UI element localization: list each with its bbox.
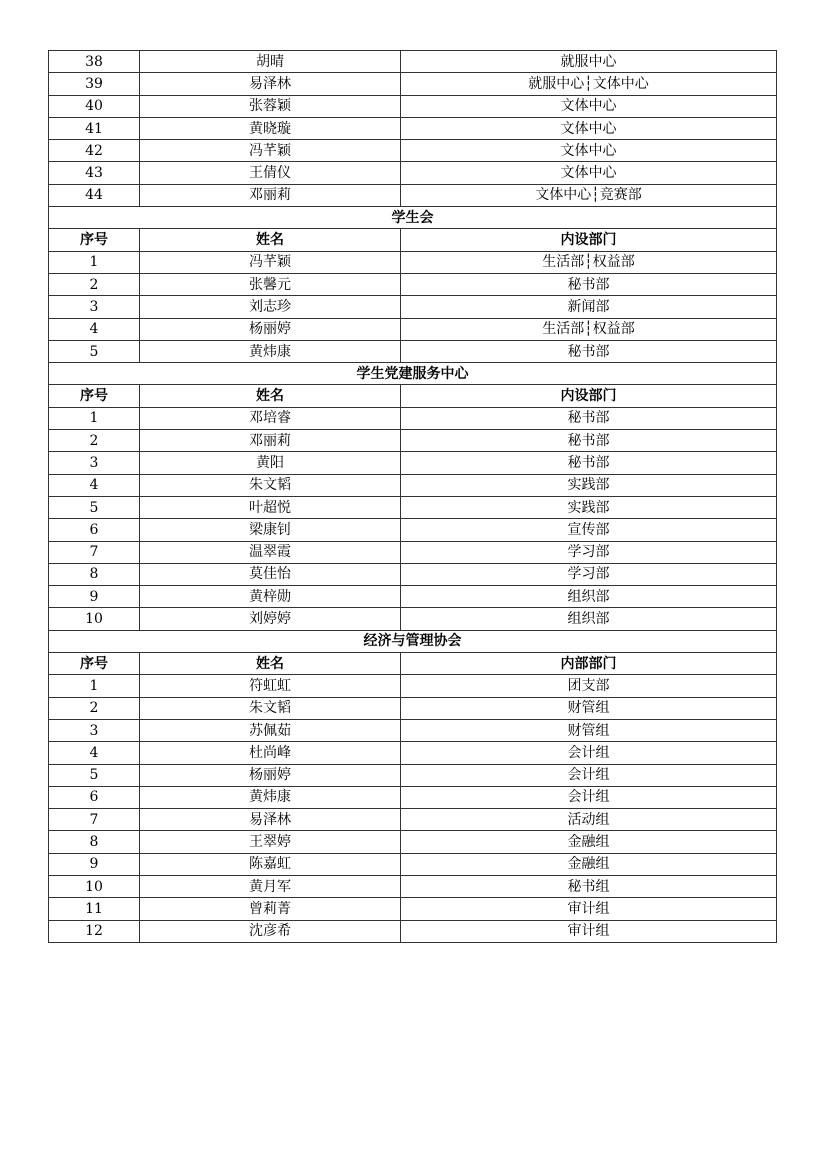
table-row	[49, 786, 777, 808]
table-row	[49, 875, 777, 897]
cell-name: 刘志珍	[140, 296, 401, 318]
cell-name: 沈彦希	[140, 920, 401, 942]
cell-name: 王翠婷	[140, 831, 401, 853]
cell-number: 38	[49, 51, 140, 73]
section-title: 学生会	[49, 207, 777, 229]
cell-number: 8	[49, 563, 140, 585]
cell-name: 黄炜康	[140, 340, 401, 362]
cell-name: 易泽林	[140, 73, 401, 95]
cell-number: 5	[49, 340, 140, 362]
cell-department: 实践部	[401, 474, 777, 496]
cell-department: 文体中心┆竞赛部	[401, 184, 777, 206]
cell-number: 39	[49, 73, 140, 95]
table-row	[49, 51, 777, 73]
cell-number: 7	[49, 541, 140, 563]
cell-department: 秘书组	[401, 875, 777, 897]
cell-name: 杨丽婷	[140, 764, 401, 786]
cell-name: 莫佳怡	[140, 563, 401, 585]
header-department: 内部部门	[401, 653, 777, 675]
section-title-row	[49, 363, 777, 385]
table-row	[49, 162, 777, 184]
table-row	[49, 586, 777, 608]
cell-name: 陈嘉虹	[140, 853, 401, 875]
cell-department: 活动组	[401, 809, 777, 831]
header-department: 内设部门	[401, 229, 777, 251]
cell-number: 10	[49, 608, 140, 630]
table-row	[49, 184, 777, 206]
cell-number: 3	[49, 296, 140, 318]
cell-name: 梁康钊	[140, 519, 401, 541]
cell-number: 44	[49, 184, 140, 206]
cell-name: 邓丽莉	[140, 184, 401, 206]
cell-name: 杨丽婷	[140, 318, 401, 340]
cell-number: 4	[49, 742, 140, 764]
table-row	[49, 608, 777, 630]
cell-number: 8	[49, 831, 140, 853]
cell-name: 冯芊颖	[140, 251, 401, 273]
cell-number: 43	[49, 162, 140, 184]
cell-name: 温翠霞	[140, 541, 401, 563]
cell-number: 5	[49, 764, 140, 786]
cell-number: 10	[49, 875, 140, 897]
header-number: 序号	[49, 229, 140, 251]
table-row	[49, 809, 777, 831]
cell-department: 文体中心	[401, 162, 777, 184]
cell-department: 财管组	[401, 719, 777, 741]
cell-number: 12	[49, 920, 140, 942]
cell-department: 文体中心	[401, 95, 777, 117]
header-number: 序号	[49, 385, 140, 407]
table-row	[49, 898, 777, 920]
table-row	[49, 251, 777, 273]
table-row	[49, 764, 777, 786]
cell-department: 审计组	[401, 898, 777, 920]
table-row	[49, 853, 777, 875]
cell-number: 4	[49, 318, 140, 340]
cell-number: 1	[49, 407, 140, 429]
cell-number: 3	[49, 452, 140, 474]
table-row	[49, 340, 777, 362]
cell-department: 秘书部	[401, 407, 777, 429]
cell-department: 文体中心	[401, 140, 777, 162]
cell-department: 组织部	[401, 608, 777, 630]
column-header-row	[49, 653, 777, 675]
table-row	[49, 452, 777, 474]
cell-department: 金融组	[401, 831, 777, 853]
table-row	[49, 318, 777, 340]
section-title: 学生党建服务中心	[49, 363, 777, 385]
cell-number: 2	[49, 697, 140, 719]
cell-name: 朱文韬	[140, 697, 401, 719]
cell-department: 秘书部	[401, 452, 777, 474]
cell-number: 6	[49, 519, 140, 541]
table-row	[49, 742, 777, 764]
table-row	[49, 430, 777, 452]
member-table-body	[49, 51, 777, 943]
table-row	[49, 95, 777, 117]
cell-department: 学习部	[401, 541, 777, 563]
cell-department: 会计组	[401, 786, 777, 808]
cell-department: 秘书部	[401, 340, 777, 362]
header-department: 内设部门	[401, 385, 777, 407]
cell-name: 黄晓璇	[140, 117, 401, 139]
cell-number: 1	[49, 675, 140, 697]
section-title-row	[49, 207, 777, 229]
cell-number: 1	[49, 251, 140, 273]
cell-department: 宣传部	[401, 519, 777, 541]
cell-name: 朱文韬	[140, 474, 401, 496]
cell-name: 邓培睿	[140, 407, 401, 429]
table-row	[49, 675, 777, 697]
cell-number: 4	[49, 474, 140, 496]
cell-name: 冯芊颖	[140, 140, 401, 162]
cell-department: 金融组	[401, 853, 777, 875]
cell-name: 王倩仪	[140, 162, 401, 184]
table-row	[49, 496, 777, 518]
cell-number: 7	[49, 809, 140, 831]
cell-number: 11	[49, 898, 140, 920]
cell-department: 会计组	[401, 764, 777, 786]
cell-name: 苏佩茹	[140, 719, 401, 741]
cell-number: 2	[49, 430, 140, 452]
table-row	[49, 519, 777, 541]
table-row	[49, 719, 777, 741]
cell-department: 就服中心┆文体中心	[401, 73, 777, 95]
cell-number: 9	[49, 586, 140, 608]
cell-department: 生活部┆权益部	[401, 318, 777, 340]
cell-number: 3	[49, 719, 140, 741]
cell-number: 9	[49, 853, 140, 875]
cell-number: 6	[49, 786, 140, 808]
cell-name: 叶超悦	[140, 496, 401, 518]
cell-department: 审计组	[401, 920, 777, 942]
cell-name: 符虹虹	[140, 675, 401, 697]
cell-name: 黄炜康	[140, 786, 401, 808]
column-header-row	[49, 229, 777, 251]
cell-department: 实践部	[401, 496, 777, 518]
table-row	[49, 697, 777, 719]
header-name: 姓名	[140, 229, 401, 251]
cell-number: 41	[49, 117, 140, 139]
section-title: 经济与管理协会	[49, 630, 777, 652]
cell-name: 杜尚峰	[140, 742, 401, 764]
header-name: 姓名	[140, 653, 401, 675]
cell-number: 5	[49, 496, 140, 518]
cell-department: 学习部	[401, 563, 777, 585]
table-row	[49, 296, 777, 318]
cell-department: 文体中心	[401, 117, 777, 139]
cell-department: 生活部┆权益部	[401, 251, 777, 273]
cell-department: 就服中心	[401, 51, 777, 73]
cell-name: 张蓉颖	[140, 95, 401, 117]
cell-department: 组织部	[401, 586, 777, 608]
cell-department: 秘书部	[401, 430, 777, 452]
cell-department: 财管组	[401, 697, 777, 719]
table-row	[49, 273, 777, 295]
cell-department: 会计组	[401, 742, 777, 764]
cell-name: 邓丽莉	[140, 430, 401, 452]
header-name: 姓名	[140, 385, 401, 407]
column-header-row	[49, 385, 777, 407]
table-row	[49, 563, 777, 585]
table-row	[49, 474, 777, 496]
table-row	[49, 140, 777, 162]
cell-name: 胡晴	[140, 51, 401, 73]
cell-name: 曾莉菁	[140, 898, 401, 920]
table-row	[49, 407, 777, 429]
cell-department: 团支部	[401, 675, 777, 697]
cell-number: 2	[49, 273, 140, 295]
cell-number: 40	[49, 95, 140, 117]
cell-department: 新闻部	[401, 296, 777, 318]
table-row	[49, 920, 777, 942]
cell-name: 黄梓勋	[140, 586, 401, 608]
table-row	[49, 73, 777, 95]
cell-number: 42	[49, 140, 140, 162]
cell-name: 黄阳	[140, 452, 401, 474]
section-title-row	[49, 630, 777, 652]
cell-name: 黄月军	[140, 875, 401, 897]
table-row	[49, 117, 777, 139]
cell-name: 刘婷婷	[140, 608, 401, 630]
member-table	[48, 50, 777, 943]
table-row	[49, 541, 777, 563]
table-row	[49, 831, 777, 853]
cell-name: 张馨元	[140, 273, 401, 295]
cell-name: 易泽林	[140, 809, 401, 831]
cell-department: 秘书部	[401, 273, 777, 295]
header-number: 序号	[49, 653, 140, 675]
